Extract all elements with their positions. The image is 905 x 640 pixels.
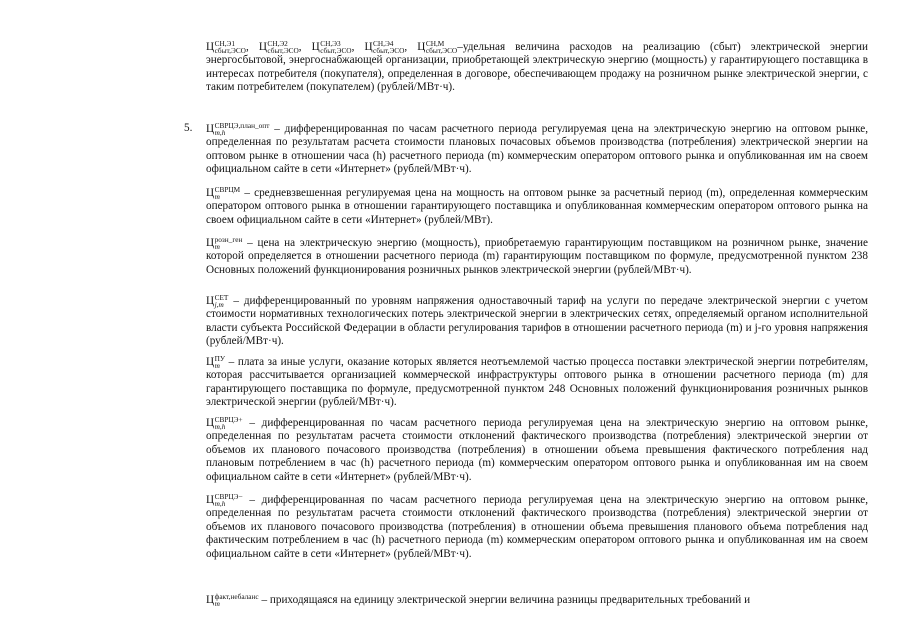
formula-symbol: Ц СВРЦМ m bbox=[206, 185, 241, 201]
paragraph-transmission-tariff bbox=[206, 294, 868, 349]
formula-symbol: Ц СН,Э2 сбыт,ЭСО bbox=[258, 39, 299, 55]
paragraph-retail-generation-price bbox=[206, 236, 868, 277]
paragraph-text: – дифференцированная по часам расчетного периода регулируемая цена на электрическую энергию на оптовом рынке, определенная по результатам расчета стоимости отклонений фактического производства (потребления) электрической энергии от объемов их планового почасового производства (потребления) в отношении объема превышения фактического потребления над плановым потреблением в час (h) расчетного периода (m) коммерческим оператором оптового рынка и опубликованная им на своем официальном сайте в сети «Интернет» (рублей/МВт·ч). bbox=[206, 417, 869, 483]
paragraph-capacity-price bbox=[206, 186, 868, 227]
paragraph-text: – дифференцированная по часам расчетного периода регулируемая цена на электрическую энергию на оптовом рынке, определенная по результатам расчета стоимости плановых почасовых объемов производства (потребления) электрической энергии на оптовом рынке в отношении часа (h) расчетного периода (m) коммерческим оператором оптового рынка и опубликованная им на своем официальном сайте в сети «Интернет» (рублей/МВт·ч). bbox=[206, 123, 869, 176]
paragraph-retail-sales-cost: Ц СН,Э1 сбыт,ЭСО , Ц СН,Э2 сбыт,ЭСО , Ц СН,Э3 сбыт,ЭСО , Ц СН,Э4 сбыт,ЭСО , Ц СН,М сбыт,ЭСО –удельная величина расходов на реализацию (сбыт) электрической энергии энергосбытовой, энергоснабжающей организации, приобретающей электрическую энергию (мощность) у гарантирующего поставщика в интересах потребителя (покупателя), определенная в договоре, обеспечивающем продажу на розничном рынке электрической энергии, с таким потребителем (покупателем) (рублей/МВт·ч). bbox=[206, 39, 869, 94]
paragraph-text: – средневзвешенная регулируемая цена на мощность на оптовом рынке за расчетный период (m), определенная коммерческим оператором оптового рынка в отношении гарантирующего поставщика и опубликованная коммерческим оператором оптового рынка на своем официальном сайте в сети «Интернет» (рублей/МВт). bbox=[206, 187, 868, 226]
formula-symbol: Ц СВРЦЭ+ m,h bbox=[206, 415, 243, 431]
formula-symbol: Ц СЕТ j,m bbox=[206, 293, 229, 309]
paragraph-text: – цена на электрическую энергию (мощность), приобретаемую гарантирующим поставщиком на розничном рынке, значение которой определяется в отношении расчетного периода (m) гарантирующим поставщиком по формуле, предусмотренной пунктом 238 Основных положений функционирования розничных рынков электрической энергии (рублей/МВт·ч). bbox=[206, 237, 868, 276]
formula-symbol: Ц СН,Э3 сбыт,ЭСО bbox=[311, 39, 352, 55]
formula-symbol: Ц СВРЦЭ,план_опт m,h bbox=[206, 121, 270, 137]
paragraph-deviation-price-minus bbox=[206, 493, 868, 561]
formula-symbol: Ц ПУ m bbox=[206, 354, 226, 370]
formula-symbol: Ц СН,Э4 сбыт,ЭСО bbox=[364, 39, 405, 55]
paragraph-text: – приходящаяся на единицу электрической энергии величина разницы предварительных требований и bbox=[261, 594, 751, 606]
formula-symbol: Ц СН,Э1 сбыт,ЭСО bbox=[206, 39, 246, 55]
paragraph-text: – дифференцированный по уровням напряжения одноставочный тариф на услуги по передаче электрической энергии с учетом стоимости нормативных технологических потерь электрической энергии в электрических сетях, определяемый органом исполнительной власти субъекта Российской Федерации в области регулирования тарифов в отношении расчетного периода (m) и j-го уровня напряжения (рублей/МВт·ч). bbox=[206, 295, 869, 348]
formula-symbol: Ц СН,М сбыт,ЭСО bbox=[417, 39, 458, 55]
paragraph-other-services-fee bbox=[206, 355, 868, 410]
formula-symbol: Ц СВРЦЭ− m,h bbox=[206, 492, 243, 508]
paragraph-text: – плата за иные услуги, оказание которых является неотъемлемой частью процесса поставки электрической энергии потребителям, которая рассчитывается организацией коммерческой инфраструктуры оптового рынка в отношении расчетного периода (m) для гарантирующего поставщика по формуле, предусмотренной пунктом 248 Основных положений функционирования розничных рынков электрической энергии (рублей/МВт·ч). bbox=[206, 356, 869, 409]
paragraph-text: –удельная величина расходов на реализацию (сбыт) электрической энергии энергосбытовой, энергоснабжающей организации, приобретающей электрическую энергию (мощность) у гарантирующего поставщика в интересах потребителя (покупателя), определенная в договоре, обеспечивающем продажу на розничном рынке электрической энергии, с таким потребителем (покупателем) (рублей/МВт·ч). bbox=[206, 41, 869, 94]
formula-symbol: Ц факт,небаланс m bbox=[206, 592, 259, 608]
list-number: 5. bbox=[184, 122, 193, 134]
paragraph-planned-price bbox=[206, 122, 868, 177]
paragraph-imbalance bbox=[206, 593, 868, 607]
paragraph-text: – дифференцированная по часам расчетного периода регулируемая цена на электрическую энергию на оптовом рынке, определенная по результатам расчета стоимости отклонений фактического производства (потребления) электрической энергии от объемов их планового почасового производства (потребления) в отношении объема превышения планового объема потребления над фактическим потреблением в час (h) расчетного периода (m) коммерческим оператором оптового рынка и опубликованная им на своем официальном сайте в сети «Интернет» (рублей/МВт·ч). bbox=[206, 494, 869, 560]
formula-symbol: Ц розн_ген m bbox=[206, 235, 243, 251]
paragraph-deviation-price-plus bbox=[206, 416, 868, 484]
